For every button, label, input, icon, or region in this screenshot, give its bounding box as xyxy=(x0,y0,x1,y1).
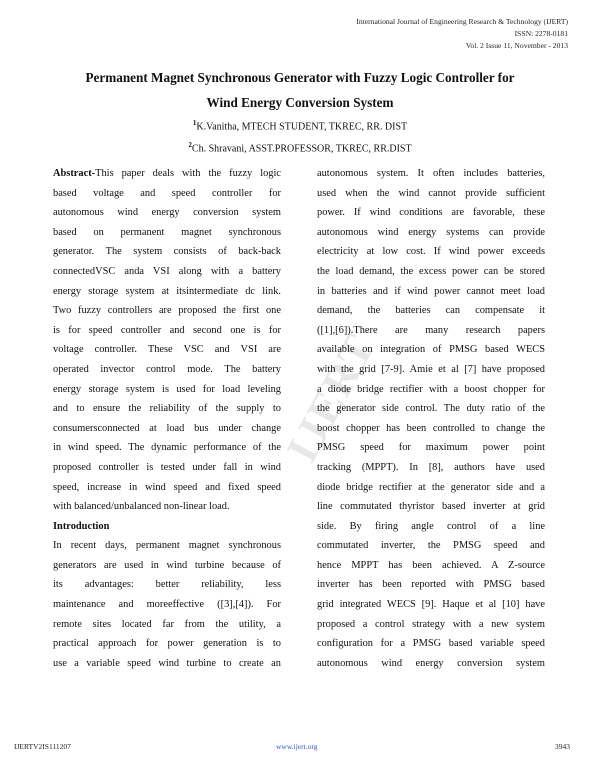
text-line: proposed controller is tested under fall in wind xyxy=(53,461,281,473)
text-line: with the grid [7-9]. Amie et al [7] have proposed xyxy=(317,363,545,375)
text-line: its advantages: better reliability, less xyxy=(53,579,281,591)
text-line: based voltage and speed controller for xyxy=(53,187,281,199)
text-line: autonomous wind energy systems can provide xyxy=(317,226,545,238)
abstract-body xyxy=(53,184,281,517)
right-column-body xyxy=(317,164,545,673)
text-line: diode bridge rectifier at the generator side and a xyxy=(317,481,545,493)
text-line: maintenance and moreeffective ([3],[4]). For xyxy=(53,599,281,611)
text-line: PMSG speed for maximum power point xyxy=(317,442,545,454)
text-line: practical approach for power generation is to xyxy=(53,638,281,650)
text-line: consumersconnected at load bus under change xyxy=(53,422,281,434)
footer-page-number: 3943 xyxy=(555,742,570,751)
text-line: based on permanent magnet synchronous xyxy=(53,226,281,238)
text-line: voltage controller. These VSC and VSI are xyxy=(53,344,281,356)
text-line: energy storage system is used for load leveling xyxy=(53,383,281,395)
author-2-text: Ch. Shravani, ASST.PROFESSOR, TKREC, RR.DIST xyxy=(191,143,412,155)
text-line: speed, increase in wind speed and fixed speed xyxy=(53,481,281,493)
text-line: used when the wind cannot provide sufficient xyxy=(317,187,545,199)
text-line: the load demand, the excess power can be stored xyxy=(317,265,545,277)
text-line: operated invector control mode. The battery xyxy=(53,363,281,375)
text-line: side. By firing angle control of a line xyxy=(317,520,545,532)
text-line: generator. The system consists of back-back xyxy=(53,246,281,258)
text-line: connectedVSC anda VSI along with a battery xyxy=(53,265,281,277)
text-line: available on integration of PMSG based WECS xyxy=(317,344,545,356)
text-line: and to ensure the reliability of the supply to xyxy=(53,403,281,415)
text-line: inverter has been reported with PMSG based xyxy=(317,579,545,591)
text-line: remote sites located far from the utility, a xyxy=(53,618,281,630)
text-line: configuration for a PMSG based variable speed xyxy=(317,638,545,650)
text-line: proposed a control strategy with a new system xyxy=(317,618,545,630)
text-line: in batteries and if wind power cannot meet load xyxy=(317,285,545,297)
text-line: tracking (MPPT). In [8], authors have used xyxy=(317,461,545,473)
author-1-text: K.Vanitha, MTECH STUDENT, TKREC, RR. DIST xyxy=(196,121,408,133)
journal-header xyxy=(356,16,568,52)
text-line: ([1],[6]).There are many research papers xyxy=(317,324,545,336)
text-line: commutated inverter, the PMSG speed and xyxy=(317,540,545,552)
text-line: the generator side control. The duty ratio of the xyxy=(317,403,545,415)
journal-name: International Journal of Engineering Research & Technology (IJERT) xyxy=(356,17,568,26)
text-line: is for speed controller and second one is for xyxy=(53,324,281,336)
text-line: with balanced/unbalanced non-linear load. xyxy=(53,501,230,513)
text-line: use a variable speed wind turbine to create an xyxy=(53,657,281,669)
text-line: autonomous system. It often includes batteries, xyxy=(317,168,545,179)
text-line: electricity at low cost. If wind power exceeds xyxy=(317,246,545,258)
text-line: hence MPPT has been achieved. A Z-source xyxy=(317,559,545,571)
text-line: energy storage system at itsintermediate dc link. xyxy=(53,285,281,297)
text-line: line commutated thyristor based inverter at grid xyxy=(317,501,545,513)
right-column xyxy=(317,164,545,673)
text-line: in wind speed. The dynamic performance of the xyxy=(53,442,281,454)
abstract-first-line xyxy=(53,164,281,184)
author-1-sup: 1 xyxy=(192,119,197,127)
paper-title-line-2: Wind Energy Conversion System xyxy=(206,95,394,110)
abstract-label: Abstract- xyxy=(53,168,96,179)
text-line: In recent days, permanent magnet synchronous xyxy=(53,540,281,552)
abstract-first-text: This paper deals with the fuzzy logic xyxy=(95,168,281,179)
text-line: Two fuzzy controllers are proposed the first one xyxy=(53,305,281,317)
introduction-heading: Introduction xyxy=(53,520,110,532)
text-line: autonomous wind energy conversion system xyxy=(53,207,281,219)
text-line: generators are used in wind turbine because of xyxy=(53,559,281,571)
text-line: boost chopper has been controlled to change the xyxy=(317,422,545,434)
author-2 xyxy=(0,141,600,154)
introduction-body xyxy=(53,536,281,673)
footer-paper-id: IJERTV2IS111207 xyxy=(14,742,71,751)
text-line: a diode bridge rectifier with a boost chopper for xyxy=(317,383,545,395)
text-line: grid integrated WECS [9]. Haque et al [10] have xyxy=(317,599,545,611)
text-line: power. If wind conditions are favorable, these xyxy=(317,207,545,219)
journal-issn: ISSN: 2278-0181 xyxy=(514,29,568,38)
text-line: demand, the batteries can compensate it xyxy=(317,305,545,317)
watermark: IJERT xyxy=(276,325,386,470)
journal-volume: Vol. 2 Issue 11, November - 2013 xyxy=(465,41,568,50)
text-line: autonomous wind energy conversion system xyxy=(317,657,545,669)
paper-title-line-1: Permanent Magnet Synchronous Generator with Fuzzy Logic Controller for xyxy=(85,70,515,85)
footer-website-link[interactable]: www.ijert.org xyxy=(276,742,318,751)
author-2-sup: 2 xyxy=(188,141,192,149)
author-1 xyxy=(0,119,600,132)
left-column xyxy=(53,164,281,673)
